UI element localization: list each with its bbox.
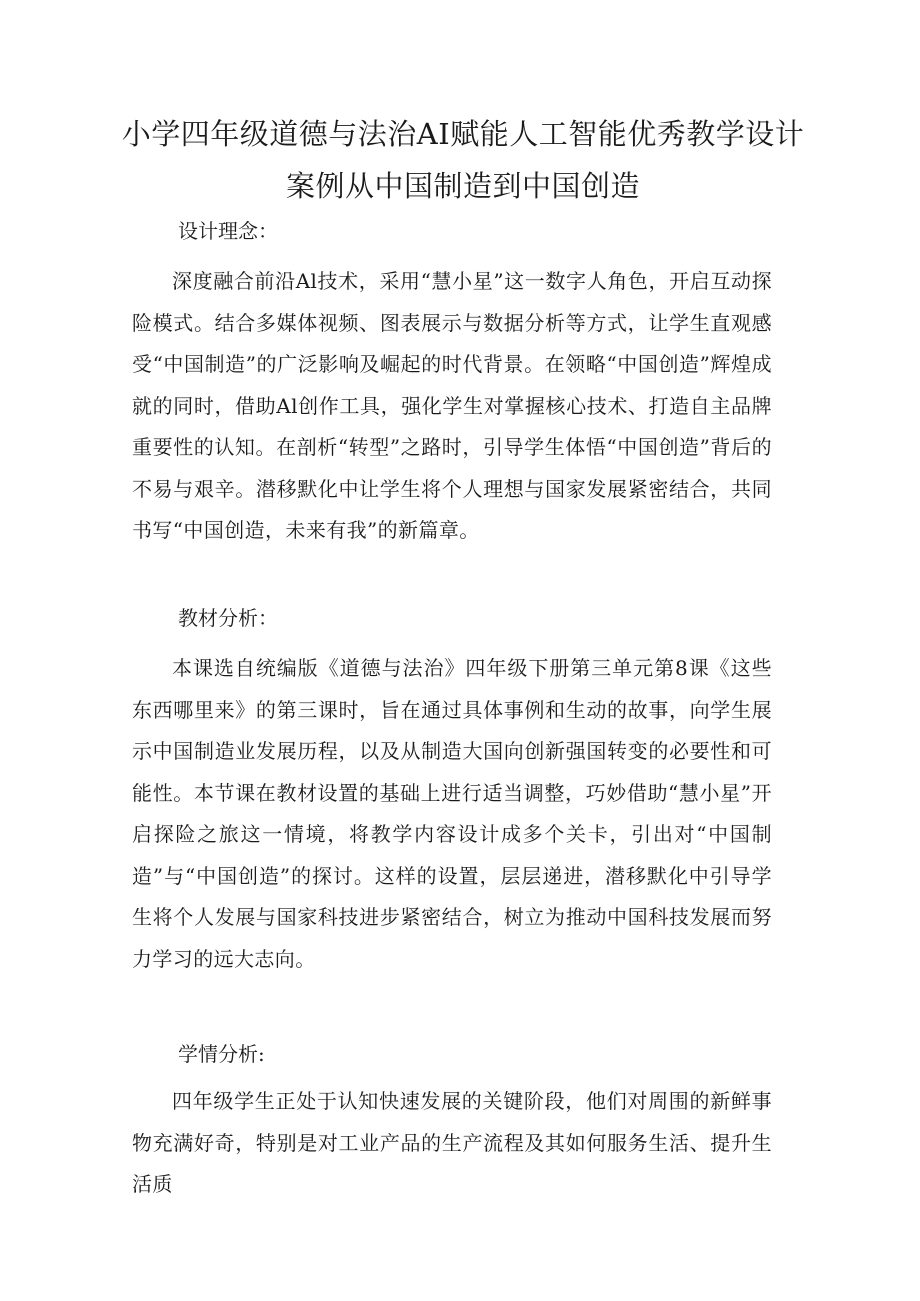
section-paragraph-learner-analysis: 四年级学生正处于认知快速发展的关键阶段，他们对周围的新鲜事物充满好奇，特别是对工业产品的生产流程及其如何服务生活、提升生活质 — [132, 1089, 772, 1196]
section-heading-textbook-analysis: 教材分析： — [178, 606, 278, 630]
section-heading-learner-analysis: 学情分析: — [178, 1042, 265, 1066]
section-paragraph-textbook-analysis: 本课选自统编版《道德与法治》四年级下册第三单元第8课《这些东西哪里来》的第三课时，旨在通过具体事例和生动的故事，向学生展示中国制造业发展历程，以及从制造大国向创新强国转变的必要性和可能性。本节课在教材设置的基础上进行适当调整，巧妙借助“慧小星”开启探险之旅这一情境，将教学内容设计成多个关卡，引出对“中国制造”与“中国创造”的探讨。这样的设置，层层递进，潜移默化中引导学生将个人发展与国家科技进步紧密结合，树立为推动中国科技发展而努力学习的远大志向。 — [132, 656, 772, 971]
section-heading-design-concept: 设计理念： — [178, 219, 278, 243]
document-title: 小学四年级道德与法治AI赋能人工智能优秀教学设计案例从中国制造到中国创造 — [121, 117, 805, 203]
section-paragraph-design-concept: 深度融合前沿Al技术，采用“慧小星”这一数字人角色，开启互动探险模式。结合多媒体视频、图表展示与数据分析等方式，让学生直观感受“中国制造”的广泛影响及崛起的时代背景。在领略“中国创造”辉煌成就的同时，借助Al创作工具，强化学生对掌握核心技术、打造自主品牌重要性的认知。在剖析“转型”之路时，引导学生体悟“中国创造”背后的不易与艰辛。潜移默化中让学生将个人理想与国家发展紧密结合，共同书写“中国创造，未来有我”的新篇章。 — [132, 269, 772, 542]
